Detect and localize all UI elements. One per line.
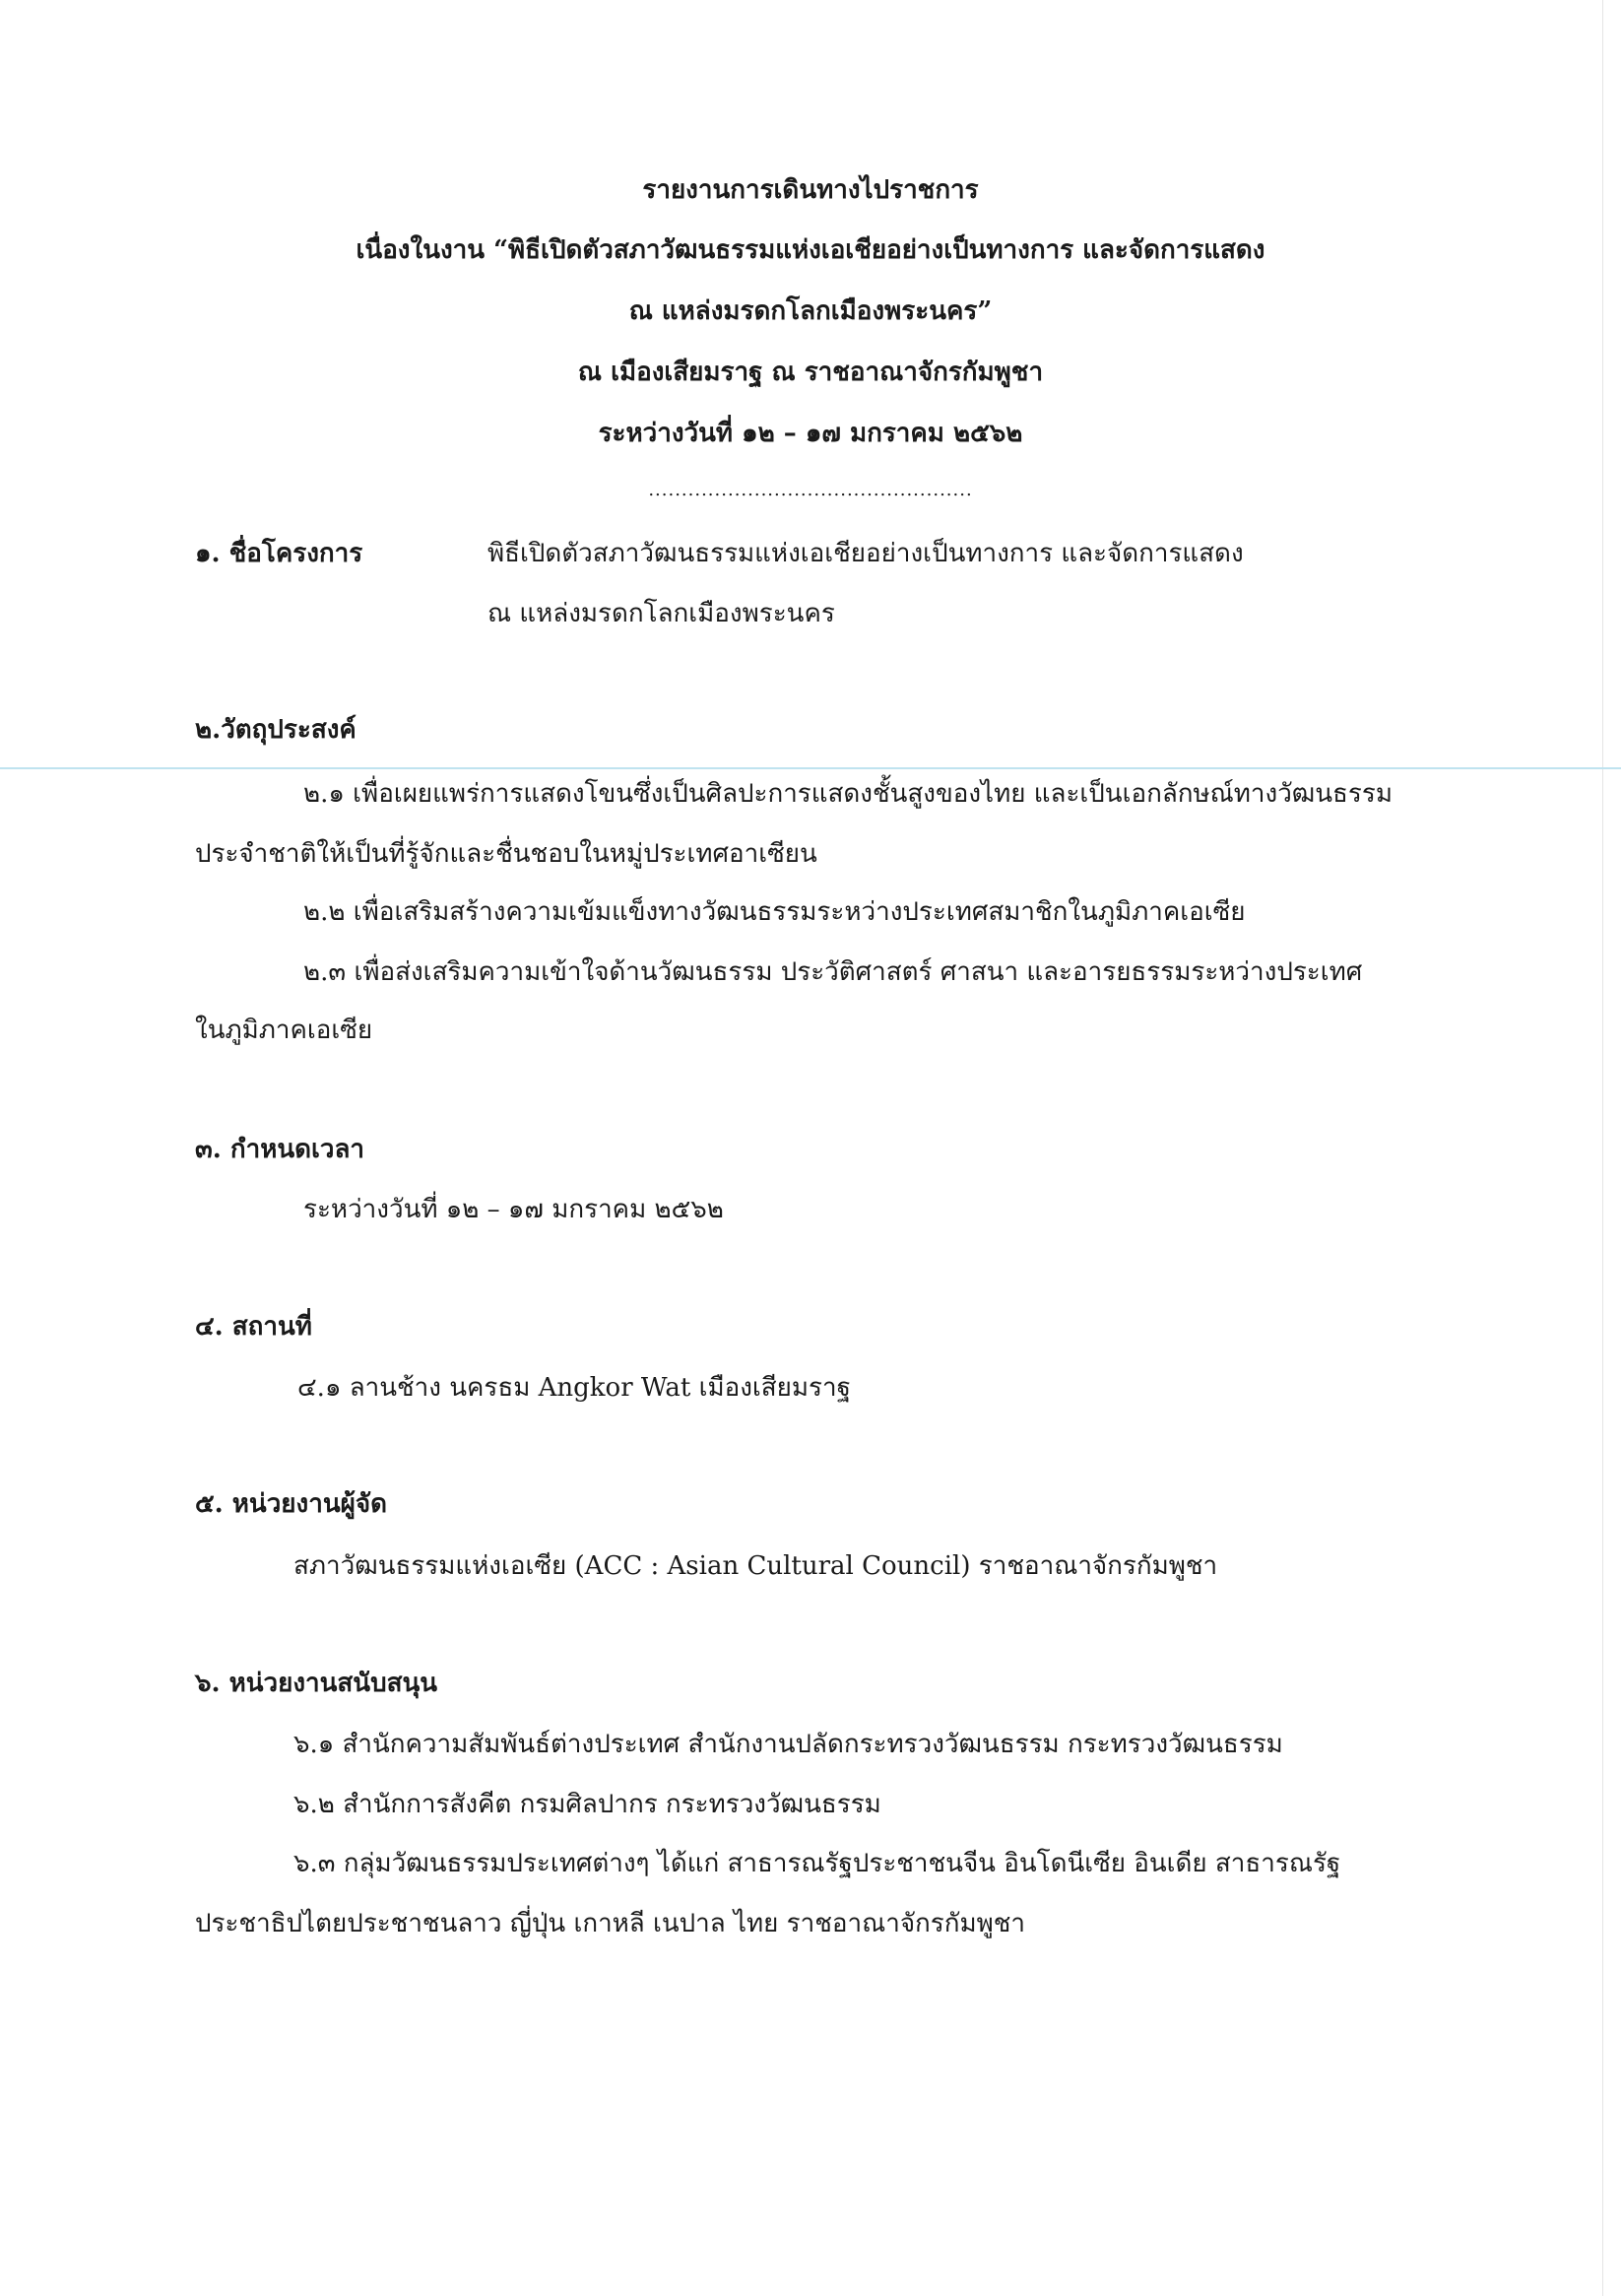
project-name-line2: ณ แหล่งมรดกโลกเมืองพระนคร <box>487 599 835 628</box>
section2-heading: ๒.วัตถุประสงค์ <box>195 715 357 745</box>
objective-2-1-line2: ประจำชาติให้เป็นที่รู้จักและชื่นชอบในหมู่ประเทศอาเซียน <box>195 839 817 869</box>
objective-2-1-line1: ๒.๑ เพื่อเผยแพร่การแสดงโขนซึ่งเป็นศิลปะการแสดงชั้นสูงของไทย และเป็นเอกลักษณ์ทางวัฒนธรรม <box>303 779 1393 809</box>
schedule-text: ระหว่างวันที่ ๑๒ – ๑๗ มกราคม ๒๕๖๒ <box>303 1195 724 1224</box>
section5-heading: ๕. หน่วยงานผู้จัด <box>195 1489 387 1519</box>
header-divider: ................................................. <box>648 480 973 500</box>
section3-heading: ๓. กำหนดเวลา <box>195 1135 365 1164</box>
supporter-6-2: ๖.๒ สำนักการสังคีต กรมศิลปากร กระทรวงวัฒนธรรม <box>293 1790 881 1819</box>
objective-2-2: ๒.๒ เพื่อเสริมสร้างความเข้มแข็งทางวัฒนธรรมระหว่างประเทศสมาชิกในภูมิภาคเอเซีย <box>303 897 1246 927</box>
venue-text: ๔.๑ ลานช้าง นครธม Angkor Wat เมืองเสียมราฐ <box>297 1373 851 1403</box>
supporter-6-3-line2: ประชาธิปไตยประชาชนลาว ญี่ปุ่น เกาหลี เนปาล ไทย ราชอาณาจักรกัมพูชา <box>195 1909 1026 1938</box>
objective-2-3-line2: ในภูมิภาคเอเซีย <box>195 1016 373 1045</box>
event-title-line1: เนื่องในงาน “พิธีเปิดตัวสภาวัฒนธรรมแห่งเอเชียอย่างเป็นทางการ และจัดการแสดง <box>356 235 1265 265</box>
section6-heading: ๖. หน่วยงานสนับสนุน <box>195 1669 437 1698</box>
scan-artifact-line <box>0 767 1621 769</box>
scan-edge <box>1602 0 1603 2296</box>
section4-heading: ๔. สถานที่ <box>195 1312 312 1342</box>
organizer-text: สภาวัฒนธรรมแห่งเอเซีย (ACC : Asian Cultural Council) ราชอาณาจักรกัมพูชา <box>293 1551 1218 1581</box>
event-location: ณ เมืองเสียมราฐ ณ ราชอาณาจักรกัมพูชา <box>577 358 1044 387</box>
objective-2-3-line1: ๒.๓ เพื่อส่งเสริมความเข้าใจด้านวัฒนธรรม ประวัติศาสตร์ ศาสนา และอารยธรรมระหว่างประเทศ <box>303 957 1363 987</box>
event-dates: ระหว่างวันที่ ๑๒ – ๑๗ มกราคม ๒๕๖๒ <box>598 419 1023 448</box>
project-name-line1: พิธีเปิดตัวสภาวัฒนธรรมแห่งเอเชียอย่างเป็นทางการ และจัดการแสดง <box>487 539 1244 568</box>
report-title: รายงานการเดินทางไปราชการ <box>642 175 979 205</box>
supporter-6-1: ๖.๑ สำนักความสัมพันธ์ต่างประเทศ สำนักงานปลัดกระทรวงวัฒนธรรม กระทรวงวัฒนธรรม <box>293 1730 1283 1759</box>
event-title-line2: ณ แหล่งมรดกโลกเมืองพระนคร” <box>628 296 993 326</box>
section1-heading: ๑. ชื่อโครงการ <box>195 539 363 568</box>
supporter-6-3-line1: ๖.๓ กลุ่มวัฒนธรรมประเทศต่างๆ ได้แก่ สาธารณรัฐประชาชนจีน อินโดนีเซีย อินเดีย สาธารณรัฐ <box>293 1849 1341 1878</box>
